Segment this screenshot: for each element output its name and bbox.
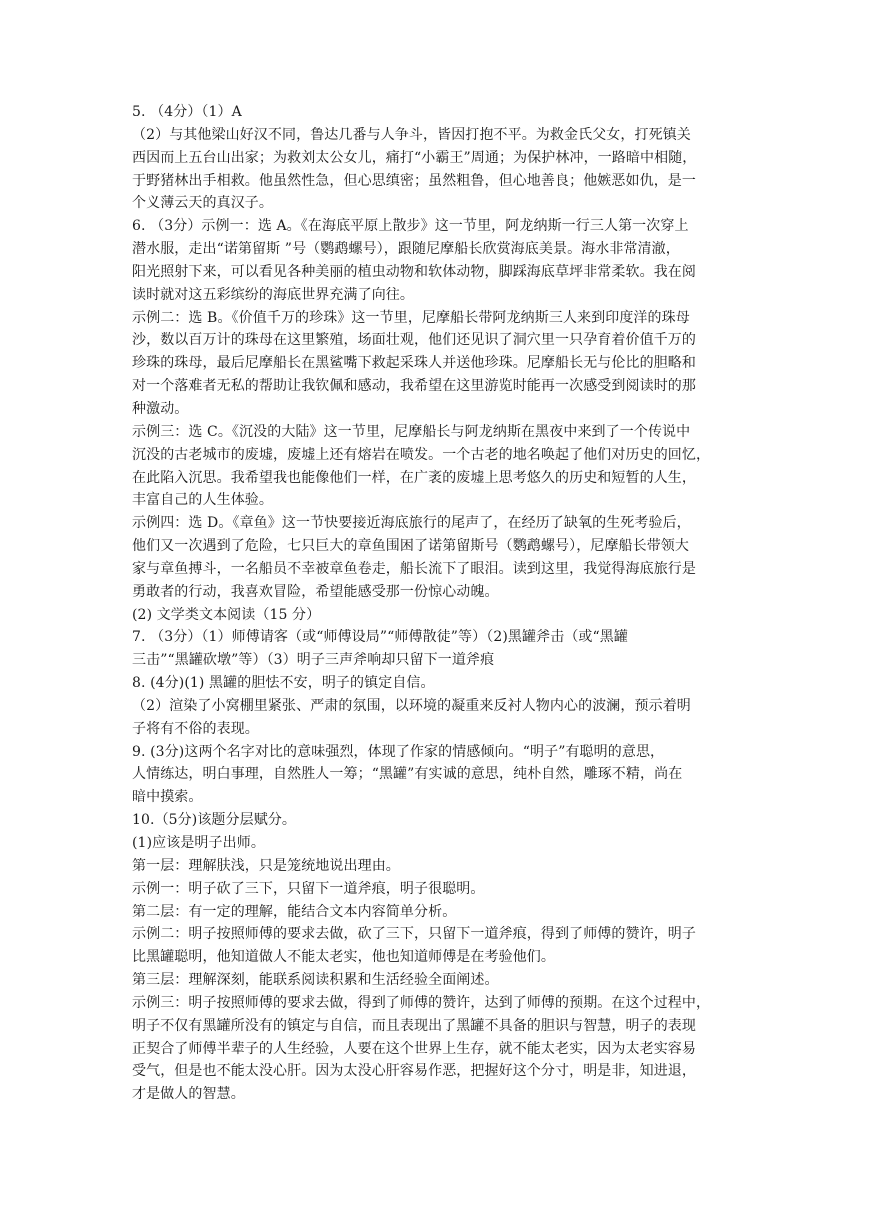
text-line: 10.（5分)该题分层赋分。 [132, 812, 297, 829]
text-line: 示例四：选 D。《章鱼》这一节快要接近海底旅行的尾声了，在经历了缺氧的生死考验后， [132, 515, 691, 532]
text-line: (1)应该是明子出师。 [132, 835, 265, 851]
text-line: 他们又一次遇到了危险，七只巨大的章鱼围困了诺第留斯号（鹦鹉螺号），尼摩船长带领大 [132, 538, 689, 555]
text-line: 示例一：明子砍了三下，只留下一道斧痕，明子很聪明。 [132, 880, 485, 897]
text-line: 6. （3分）示例一：选 A。《在海底平原上散步》这一节里，阿龙纳斯一行三人第一次穿上 [132, 218, 689, 235]
text-line: 在此陷入沉思。我希望我也能像他们一样，在广袤的废墟上思考悠久的历史和短暂的人生， [132, 469, 696, 486]
text-line: 示例三：选 C。《沉没的大陆》这一节里，尼摩船长与阿龙纳斯在黑夜中来到了一个传说中 [132, 423, 691, 440]
text-line: 5. （4分）（1）A [132, 104, 242, 120]
text-line: 勇敢者的行动，我喜欢冒险，希望能感受那一份惊心动魄。 [132, 583, 499, 600]
text-line: (2) 文学类文本阅读（15 分） [132, 606, 321, 623]
text-line: 沉没的古老城市的废墟，废墟上还有熔岩在喷发。一个古老的地名唤起了他们对历史的回忆， [132, 446, 711, 463]
text-line: 第一层：理解肤浅，只是笼统地说出理由。 [132, 857, 400, 874]
text-line: 丰富自己的人生体验。 [132, 492, 273, 509]
text-line: 第三层：理解深刻，能联系阅读积累和生活经验全面阐述。 [132, 972, 499, 989]
text-line: 阳光照射下来，可以看见各种美丽的植虫动物和软体动物，脚踩海底草坪非常柔软。我在阅 [132, 263, 696, 280]
text-line: 第二层：有一定的理解，能结合文本内容简单分析。 [132, 903, 457, 920]
text-line: 西因而上五台山出家；为救刘太公女儿，痛打“小霸王”周通；为保护林冲，一路暗中相随， [132, 149, 697, 166]
text-line: 才是做人的智慧。 [132, 1086, 245, 1103]
text-line: 子将有不俗的表现。 [132, 720, 259, 737]
text-line: 示例二：明子按照师傅的要求去做，砍了三下，只留下一道斧痕，得到了师傅的赞许，明子 [132, 926, 696, 943]
answer-key-text [132, 101, 732, 1106]
text-line: 个义薄云天的真汉子。 [132, 195, 273, 212]
text-line: 明子不仅有黑罐所没有的镇定与自信，而且表现出了黑罐不具备的胆识与智慧，明子的表现 [132, 1017, 696, 1034]
text-line: 示例二：选 B。《价值千万的珍珠》这一节里，尼摩船长带阿龙纳斯三人来到印度洋的珠母 [132, 309, 690, 326]
text-line: 珍珠的珠母，最后尼摩船长在黑鲨嘴下救起采珠人并送他珍珠。尼摩船长无与伦比的胆略和 [132, 355, 696, 372]
text-line: 对一个落难者无私的帮助让我钦佩和感动，我希望在这里游览时能再一次感受到阅读时的那 [132, 378, 696, 395]
text-line: （2）与其他梁山好汉不同，鲁达几番与人争斗，皆因打抱不平。为救金氏父女，打死镇关 [132, 126, 691, 143]
text-line: 比黑罐聪明，他知道做人不能太老实，他也知道师傅是在考验他们。 [132, 949, 555, 966]
text-line: 8. (4分)(1) 黑罐的胆怯不安，明子的镇定自信。 [132, 675, 435, 692]
text-line: 种激动。 [132, 400, 189, 417]
text-line: （2）渲染了小窝棚里紧张、严肃的氛围，以环境的凝重来反衬人物内心的波澜，预示着明 [132, 697, 691, 714]
text-line: 三击”“黑罐砍墩”等）（3）明子三声斧响却只留下一道斧痕 [132, 652, 495, 669]
text-line: 家与章鱼搏斗，一名船员不幸被章鱼卷走，船长流下了眼泪。读到这里，我觉得海底旅行是 [132, 560, 696, 577]
text-line: 9. (3分)这两个名字对比的意味强烈，体现了作家的情感倾向。“明子”有聪明的意思， [132, 743, 665, 760]
text-line: 示例三：明子按照师傅的要求去做，得到了师傅的赞许，达到了师傅的预期。在这个过程中， [132, 994, 711, 1011]
text-line: 暗中摸索。 [132, 789, 203, 806]
text-line: 人情练达，明白事理，自然胜人一筹；“黑罐”有实诚的意思，纯朴自然，雕琢不精，尚在 [132, 766, 683, 783]
text-line: 正契合了师傅半辈子的人生经验，人要在这个世界上生存，就不能太老实，因为太老实容易 [132, 1040, 696, 1057]
text-line: 读时就对这五彩缤纷的海底世界充满了向往。 [132, 286, 414, 303]
text-line: 潜水服，走出“诺第留斯 ”号（鹦鹉螺号），跟随尼摩船长欣赏海底美景。海水非常清澈， [132, 241, 680, 258]
text-line: 于野猪林出手相救。他虽然性急，但心思缜密；虽然粗鲁，但心地善良；他嫉恶如仇，是一 [132, 172, 696, 189]
text-line: 沙，数以百万计的珠母在这里繁殖，场面壮观，他们还见识了洞穴里一只孕育着价值千万的 [132, 332, 696, 349]
text-line: 受气，但是也不能太没心肝。因为太没心肝容易作恶，把握好这个分寸，明是非，知进退， [132, 1063, 696, 1080]
text-line: 7. （3分）（1）师傅请客（或“师傅设局”“师傅散徒”等）（2)黑罐斧击（或“黑罐 [132, 629, 628, 646]
